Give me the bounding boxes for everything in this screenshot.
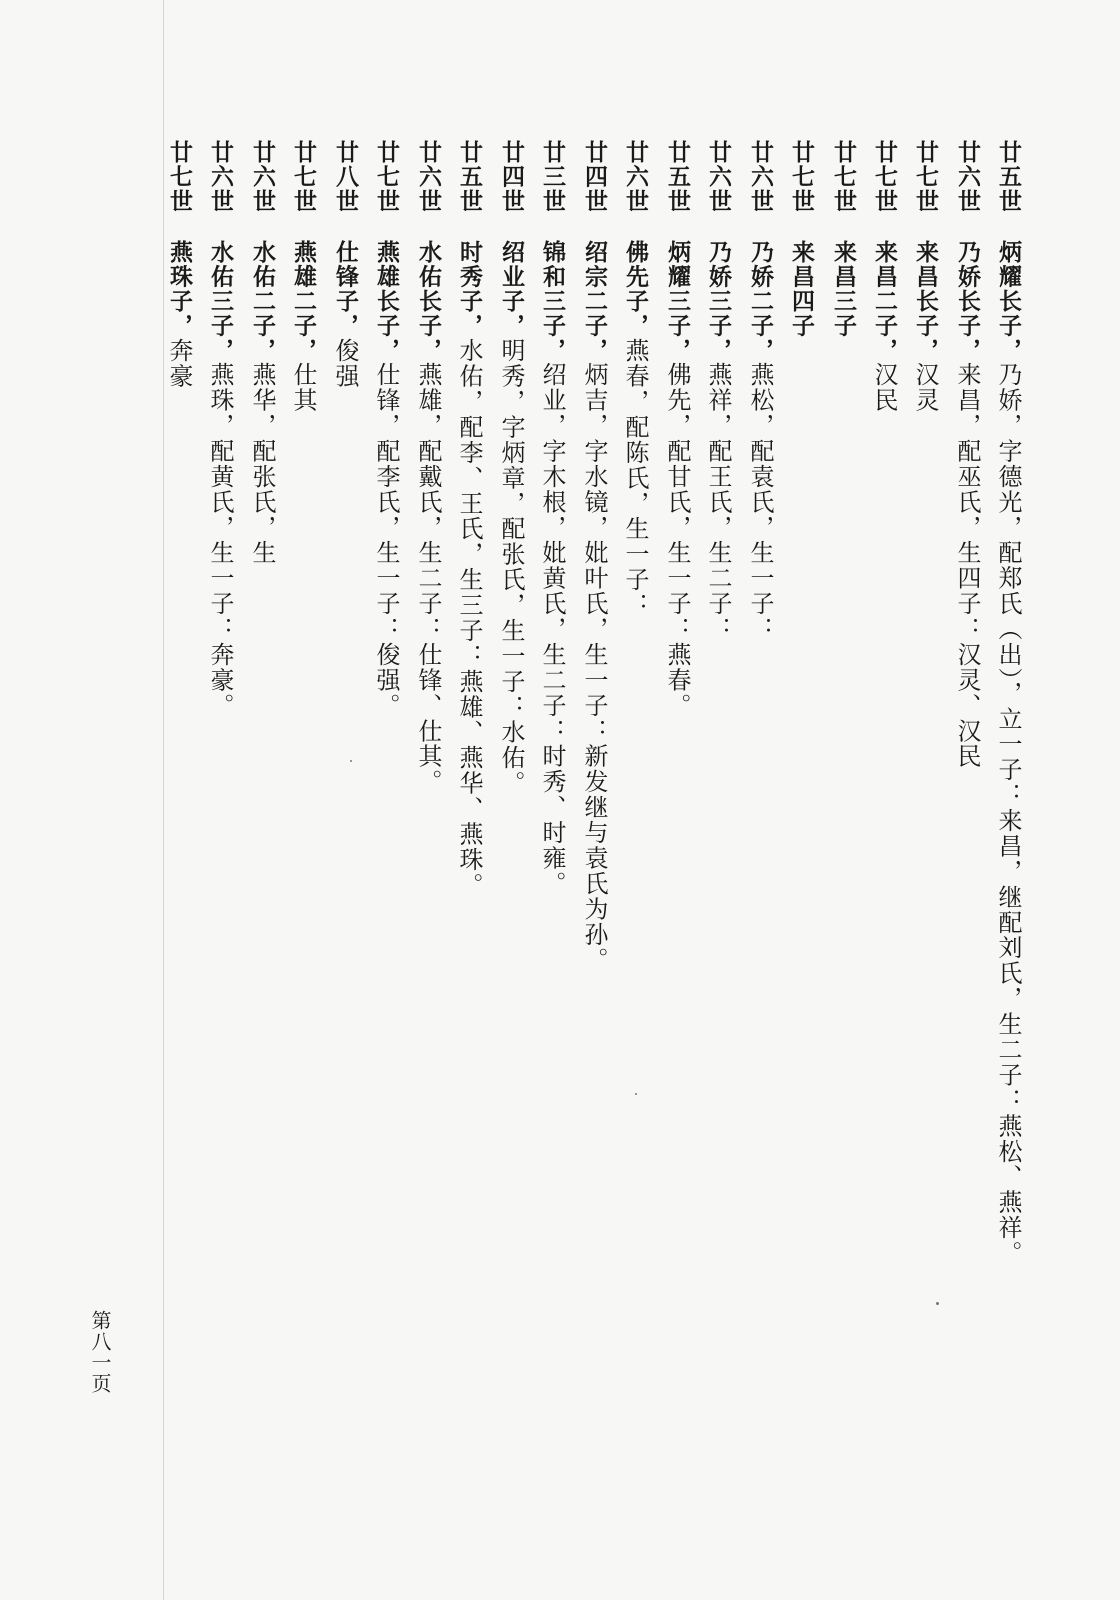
entry-column (826, 140, 860, 338)
generation-label: 廿六世 (747, 140, 773, 214)
entry-column (452, 140, 486, 897)
entry-name: 乃娇三子， (705, 240, 731, 363)
entry-text: 燕珠，配黄氏，生一子：奔豪。 (206, 362, 234, 719)
generation-label: 廿七世 (373, 140, 399, 214)
entry-text: 炳吉，字水镜，妣叶氏，生一子：新发继与袁氏为孙。 (580, 362, 608, 973)
entry-column (203, 140, 237, 718)
entry-column (328, 140, 362, 389)
entry-column (867, 140, 901, 413)
generation-label: 廿四世 (581, 140, 607, 214)
entry-name: 燕雄长子， (373, 240, 399, 363)
entry-name: 来昌四子 (788, 240, 814, 338)
entry-name: 绍业子， (498, 240, 524, 338)
generation-label: 廿四世 (498, 140, 524, 214)
entry-column (701, 140, 735, 642)
entry-name: 燕珠子， (166, 240, 192, 338)
scan-speck (936, 1302, 939, 1305)
generation-label: 廿八世 (332, 140, 358, 214)
entry-text: 仕其 (289, 362, 317, 414)
entry-column (245, 140, 279, 566)
entry-name: 绍宗二子， (581, 240, 607, 363)
entry-name: 来昌三子 (830, 240, 856, 338)
entry-name: 水佑三子， (207, 240, 233, 363)
entry-column (991, 140, 1025, 1266)
scan-speck (635, 1093, 637, 1095)
entry-text: 明秀，字炳章，配张氏，生一子：水佑。 (497, 337, 525, 796)
generation-label: 廿七世 (788, 140, 814, 214)
entry-name: 佛先子， (622, 240, 648, 338)
entry-name: 炳耀长子， (995, 240, 1021, 363)
generation-label: 廿六世 (249, 140, 275, 214)
generation-label: 廿六世 (954, 140, 980, 214)
entry-column (369, 140, 403, 718)
scan-speck (350, 760, 352, 762)
generation-label: 廿六世 (705, 140, 731, 214)
page-number: 第八一页 (88, 1310, 112, 1394)
entry-text: 汉灵 (911, 362, 939, 414)
entry-name: 仕锋子， (332, 240, 358, 338)
entry-name: 时秀子， (456, 240, 482, 338)
generation-label: 廿六世 (415, 140, 441, 214)
entry-name: 来昌长子， (912, 240, 938, 363)
entry-text: 乃娇，字德光，配郑氏（出），立一子：来昌，继配刘氏，生二子：燕松、燕祥。 (994, 362, 1022, 1267)
entry-text: 水佑，配李、王氏，生三子：燕雄、燕华、燕珠。 (455, 337, 483, 898)
entry-text: 燕雄，配戴氏，生二子：仕锋、仕其。 (414, 362, 442, 795)
entry-text: 俊强 (331, 337, 359, 389)
entry-text: 燕松，配袁氏，生一子： (746, 362, 774, 643)
entry-column (660, 140, 694, 718)
entry-text: 燕华，配张氏，生 (248, 362, 276, 566)
entry-text: 来昌，配巫氏，生四子：汉灵、汉民 (953, 362, 981, 770)
entry-column (743, 140, 777, 642)
generation-label: 廿七世 (166, 140, 192, 214)
entry-column (908, 140, 942, 413)
entry-column (162, 140, 196, 389)
entry-name: 乃娇二子， (747, 240, 773, 363)
entry-column (784, 140, 818, 338)
entry-name: 水佑长子， (415, 240, 441, 363)
generation-label: 廿三世 (539, 140, 565, 214)
entry-name: 水佑二子， (249, 240, 275, 363)
entry-column (411, 140, 445, 795)
entry-name: 乃娇长子， (954, 240, 980, 363)
entry-column (535, 140, 569, 896)
generation-label: 廿七世 (830, 140, 856, 214)
generation-label: 廿五世 (995, 140, 1021, 214)
entry-text: 绍业，字木根，妣黄氏，生二子：时秀、时雍。 (538, 362, 566, 897)
entry-text: 燕祥，配王氏，生二子： (704, 362, 732, 643)
entry-name: 炳耀三子， (664, 240, 690, 363)
entry-column (494, 140, 528, 796)
entry-text: 燕春，配陈氏，生一子： (621, 337, 649, 618)
generation-label: 廿五世 (664, 140, 690, 214)
entry-name: 锦和三子， (539, 240, 565, 363)
generation-label: 廿七世 (290, 140, 316, 214)
generation-label: 廿五世 (456, 140, 482, 214)
entry-text: 汉民 (870, 362, 898, 414)
entry-text: 奔豪 (165, 337, 193, 389)
generation-label: 廿七世 (912, 140, 938, 214)
entry-column (577, 140, 611, 973)
entry-name: 来昌二子， (871, 240, 897, 363)
generation-label: 廿六世 (622, 140, 648, 214)
entry-name: 燕雄二子， (290, 240, 316, 363)
entry-column (950, 140, 984, 769)
generation-label: 廿六世 (207, 140, 233, 214)
generation-label: 廿七世 (871, 140, 897, 214)
entry-text: 佛先，配甘氏，生一子：燕春。 (663, 362, 691, 719)
entry-column (286, 140, 320, 413)
entry-text: 仕锋，配李氏，生一子：俊强。 (372, 362, 400, 719)
entry-column (618, 140, 652, 618)
